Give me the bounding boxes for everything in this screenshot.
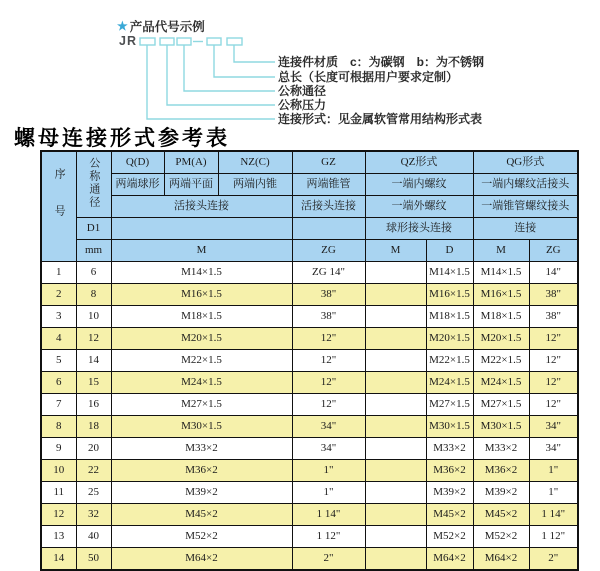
cell: M33×2 [111,438,292,460]
cell: M16×1.5 [473,284,529,306]
code-label-diameter: 公称通径 [278,84,327,98]
cell: M22×1.5 [111,350,292,372]
cell: M24×1.5 [111,372,292,394]
header-row-3 [41,196,578,218]
header-mm: mm [76,240,111,262]
header-qg-row3: 一端锥管螺纹接头 [473,196,578,218]
header-qz-code: QZ形式 [365,151,473,174]
cell: 1 14" [529,504,578,526]
product-code-diagram [0,0,600,132]
table-row [41,504,578,526]
cell: 6 [41,372,76,394]
cell: 34" [529,416,578,438]
cell: M39×2 [111,482,292,504]
cell: M14×1.5 [473,262,529,284]
header-pm-type: 两端平面 [164,174,218,196]
cell: M39×2 [426,482,473,504]
cell: 32 [76,504,111,526]
cell: M36×2 [111,460,292,482]
cell: M30×1.5 [426,416,473,438]
cell: M30×1.5 [473,416,529,438]
cell [365,328,426,350]
header-qz-row2: 一端内螺纹 [365,174,473,196]
cell: 22 [76,460,111,482]
cell: 38" [292,306,365,328]
cell: M64×2 [111,548,292,571]
cell: M52×2 [473,526,529,548]
cell: ZG 14" [292,262,365,284]
cell: 2" [529,548,578,571]
cell: 18 [76,416,111,438]
header-qz-unit-m: M [365,240,426,262]
cell: 2" [292,548,365,571]
table-row [41,526,578,548]
cell: M16×1.5 [111,284,292,306]
cell: M45×2 [426,504,473,526]
cell: 1 [41,262,76,284]
cell: 38" [529,284,578,306]
cell: M27×1.5 [426,394,473,416]
header-qz-row4: 球形接头连接 [365,218,473,240]
cell: 12 [76,328,111,350]
cell: M24×1.5 [426,372,473,394]
cell: 1" [529,460,578,482]
cell: 25 [76,482,111,504]
cell: M14×1.5 [111,262,292,284]
cell: M36×2 [473,460,529,482]
cell: M27×1.5 [111,394,292,416]
header-pm-code: PM(A) [164,151,218,174]
cell: 34" [529,438,578,460]
cell: M18×1.5 [426,306,473,328]
header-diameter: 公称通径 [76,151,111,218]
cell: M16×1.5 [426,284,473,306]
cell: M36×2 [426,460,473,482]
header-nz-code: NZ(C) [218,151,292,174]
cell: M22×1.5 [426,350,473,372]
cell: M52×2 [111,526,292,548]
cell: 15 [76,372,111,394]
header-row-1 [41,151,578,174]
table-row [41,284,578,306]
cell: 5 [41,350,76,372]
cell: 1" [529,482,578,504]
cell: 34" [292,416,365,438]
cell: 50 [76,548,111,571]
cell: M33×2 [473,438,529,460]
cell: 1 14" [292,504,365,526]
cell: 12" [292,328,365,350]
cell: 10 [76,306,111,328]
cell [365,284,426,306]
cell: 12" [529,350,578,372]
cell [365,350,426,372]
cell: 8 [41,416,76,438]
cell: M20×1.5 [473,328,529,350]
header-gz-type: 两端锥管 [292,174,365,196]
table-header [41,151,578,262]
header-q-code: Q(D) [111,151,164,174]
cell: 1" [292,460,365,482]
cell: 10 [41,460,76,482]
cell: M64×2 [426,548,473,571]
header-gz-row3: 活接头连接 [292,196,365,218]
cell: M18×1.5 [473,306,529,328]
cell [365,482,426,504]
table-row [41,416,578,438]
table-row [41,306,578,328]
cell: 1 12" [292,526,365,548]
cell: 12" [292,350,365,372]
table-row [41,394,578,416]
header-qg-unit-zg: ZG [529,240,578,262]
cell: M45×2 [111,504,292,526]
code-label-pressure: 公称压力 [278,98,327,112]
table-row [41,262,578,284]
header-qg-row2: 一端内螺纹活接头 [473,174,578,196]
cell: 38" [529,306,578,328]
cell: 16 [76,394,111,416]
star-icon: ★ [117,19,128,33]
cell [365,504,426,526]
cell [365,306,426,328]
cell: 11 [41,482,76,504]
cell: 14 [76,350,111,372]
header-qz-unit-d: D [426,240,473,262]
header-row-2 [41,174,578,196]
code-label-connection: 连接形式：见金属软管常用结构形式表 [278,112,483,126]
cell: M64×2 [473,548,529,571]
cell: M24×1.5 [473,372,529,394]
cell [365,372,426,394]
cell: M20×1.5 [426,328,473,350]
header-gz-unit: ZG [292,240,365,262]
cell: 2 [41,284,76,306]
code-prefix: JR [119,34,137,48]
cell: 12" [529,328,578,350]
cell: M27×1.5 [473,394,529,416]
cell [365,394,426,416]
cell: 7 [41,394,76,416]
header-qg-unit-m: M [473,240,529,262]
header-q-type: 两端球形 [111,174,164,196]
cell: 12" [292,372,365,394]
table-title: 螺母连接形式参考表 [14,125,230,150]
code-label-length: 总长（长度可根据用户要求定制） [278,70,459,84]
header-m-unit: M [111,240,292,262]
header-empty-1 [111,218,292,240]
cell: 12" [529,394,578,416]
table-row [41,328,578,350]
header-qg-row4: 连接 [473,218,578,240]
cell: 4 [41,328,76,350]
cell: M39×2 [473,482,529,504]
cell [365,438,426,460]
header-gz-code: GZ [292,151,365,174]
cell: 34" [292,438,365,460]
cell: 8 [76,284,111,306]
cell: M20×1.5 [111,328,292,350]
cell: 14 [41,548,76,571]
cell: 9 [41,438,76,460]
cell: M33×2 [426,438,473,460]
header-row-4 [41,218,578,240]
cell: 1 12" [529,526,578,548]
section-title-text: 产品代号示例 [129,20,205,34]
cell [365,526,426,548]
cell: 12" [529,372,578,394]
header-seq: 序号 [41,151,76,262]
cell: M22×1.5 [473,350,529,372]
cell: 1" [292,482,365,504]
table-row [41,372,578,394]
cell [365,460,426,482]
cell: 38" [292,284,365,306]
cell: M52×2 [426,526,473,548]
header-d1: D1 [76,218,111,240]
cell [365,262,426,284]
code-label-material: 连接件材质 c：为碳钢 b：为不锈钢 [278,55,485,69]
cell: 3 [41,306,76,328]
cell: 12 [41,504,76,526]
header-row-5 [41,240,578,262]
cell: 13 [41,526,76,548]
cell: 20 [76,438,111,460]
table-body [41,262,578,571]
cell: M14×1.5 [426,262,473,284]
cell: 40 [76,526,111,548]
table-row [41,350,578,372]
table-row [41,438,578,460]
header-nz-type: 两端内锥 [218,174,292,196]
cell: M45×2 [473,504,529,526]
header-union-connection: 活接头连接 [111,196,292,218]
table-row [41,460,578,482]
table-row [41,482,578,504]
header-qz-row3: 一端外螺纹 [365,196,473,218]
cell: M30×1.5 [111,416,292,438]
nut-connection-table [40,150,579,571]
cell [365,416,426,438]
section-title [117,17,205,35]
cell: 12" [292,394,365,416]
cell: 14" [529,262,578,284]
cell: 6 [76,262,111,284]
header-qg-code: QG形式 [473,151,578,174]
header-empty-2 [292,218,365,240]
cell: M18×1.5 [111,306,292,328]
